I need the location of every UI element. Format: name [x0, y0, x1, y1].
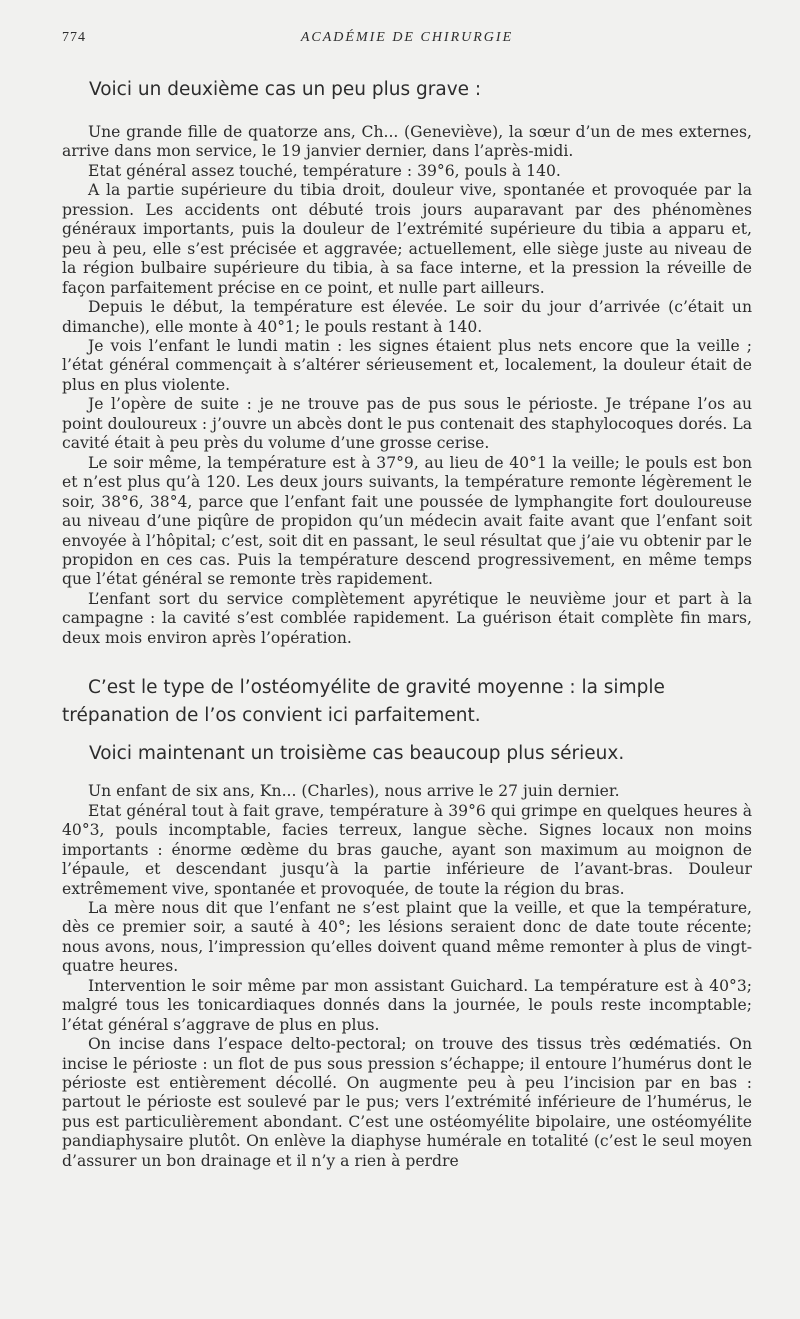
- paragraph: Intervention le soir même par mon assistant Guichard. La température est à 40°3; malgré tous les tonicardiaques donnés dans la journée, le pouls reste incomptable; l’état général s’aggrave de plus en plus.: [62, 976, 752, 1034]
- paragraph: L’enfant sort du service complètement apyrétique le neuvième jour et part à la campagne : la cavité s’est comblée rapidement. La guérison était complète fin mars, deux mois environ après l’opération.: [62, 589, 752, 647]
- case2-heading: Voici un deuxième cas un peu plus grave :: [89, 79, 482, 100]
- case3-body: [62, 782, 752, 1171]
- page-number: 774: [62, 30, 86, 45]
- summary-statement: C’est le type de l’ostéomyélite de gravité moyenne : la simple trépanation de l’os convient ici parfaitement.: [62, 677, 665, 727]
- case3-heading: Voici maintenant un troisième cas beaucoup plus sérieux.: [89, 743, 625, 765]
- journal-title: ACADÉMIE DE CHIRURGIE: [300, 30, 514, 45]
- paragraph: La mère nous dit que l’enfant ne s’est plaint que la veille, et que la température, dès ce premier soir, a sauté à 40°; les lésions seraient donc de date toute récente; nous avons, nous, l’impression qu’elles doivent quand même remonter à plus de vingt-quatre heures.: [62, 898, 752, 976]
- paragraph: Le soir même, la température est à 37°9, au lieu de 40°1 la veille; le pouls est bon et n’est plus qu’à 120. Les deux jours suivants, la température remonte légèrement le soir, 38°6, 38°4, parce que l’enfant fait une poussée de lymphangite fort douloureuse au niveau d’une piqûre de propidon qu’un médecin avait faite avant que l’enfant soit envoyée à l’hôpital; c’est, soit dit en passant, le seul résultat que j’aie vu obtenir par le propidon en ces cas. Puis la température descend progressivement, en même temps que l’état général se remonte très rapidement.: [62, 453, 752, 589]
- paragraph: On incise dans l’espace delto-pectoral; on trouve des tissus très œdématiés. On incise le périoste : un flot de pus sous pression s’échappe; il entoure l’humérus dont le périoste est entièrement décollé. On augmente peu à peu l’incision par en bas : partout le périoste est soulevé par le pus; vers l’extrémité inférieure de l’humérus, le pus est particulièrement abondant. C’est une ostéomyélite bipolaire, une ostéomyélite pandiaphysaire plutôt. On enlève la diaphyse humérale en totalité (c’est le seul moyen d’assurer un bon drainage et il n’y a rien à perdre: [62, 1035, 752, 1170]
- paragraph: Une grande fille de quatorze ans, Ch... (Geneviève), la sœur d’un de mes externes, arrive dans mon service, le 19 janvier dernier, dans l’après-midi.: [62, 123, 752, 161]
- paragraph: Un enfant de six ans, Kn... (Charles), nous arrive le 27 juin dernier.: [88, 782, 620, 801]
- paragraph: Je vois l’enfant le lundi matin : les signes étaient plus nets encore que la veille ; l’état général commençait à s’altérer sérieusement et, localement, la douleur était de plus en plus violente.: [62, 336, 752, 394]
- paragraph: Etat général tout à fait grave, température à 39°6 qui grimpe en quelques heures à 40°3, pouls incomptable, facies terreux, langue sèche. Signes locaux non moins importants : énorme œdème du bras gauche, ayant son maximum au moignon de l’épaule, et descendant jusqu’à la partie inférieure de l’avant-bras. Douleur extrêmement vive, spontanée et provoquée, de toute la région du bras.: [62, 801, 752, 898]
- paragraph: Depuis le début, la température est élevée. Le soir du jour d’arrivée (c’était un dimanche), elle monte à 40°1; le pouls restant à 140.: [62, 298, 752, 336]
- paragraph: A la partie supérieure du tibia droit, douleur vive, spontanée et provoquée par la pression. Les accidents ont débuté trois jours auparavant par des phénomènes généraux importants, puis la douleur de l’extrémité supérieure du tibia a apparu et, peu à peu, elle s’est précisée et aggravée; actuellement, elle siège juste au niveau de la région bulbaire supérieure du tibia, à sa face interne, et la pression la réveille de façon parfaitement précise en ce point, et nulle part ailleurs.: [62, 181, 752, 297]
- paragraph: Je l’opère de suite : je ne trouve pas de pus sous le périoste. Je trépane l’os au point douloureux : j’ouvre un abcès dont le pus contenait des staphylocoques dorés. La cavité était à peu près du volume d’une grosse cerise.: [62, 395, 752, 453]
- paragraph: Etat général assez touché, température : 39°6, pouls à 140.: [88, 161, 561, 180]
- page: [62, 30, 752, 1171]
- case2-body: [62, 123, 752, 648]
- running-head: [62, 30, 752, 54]
